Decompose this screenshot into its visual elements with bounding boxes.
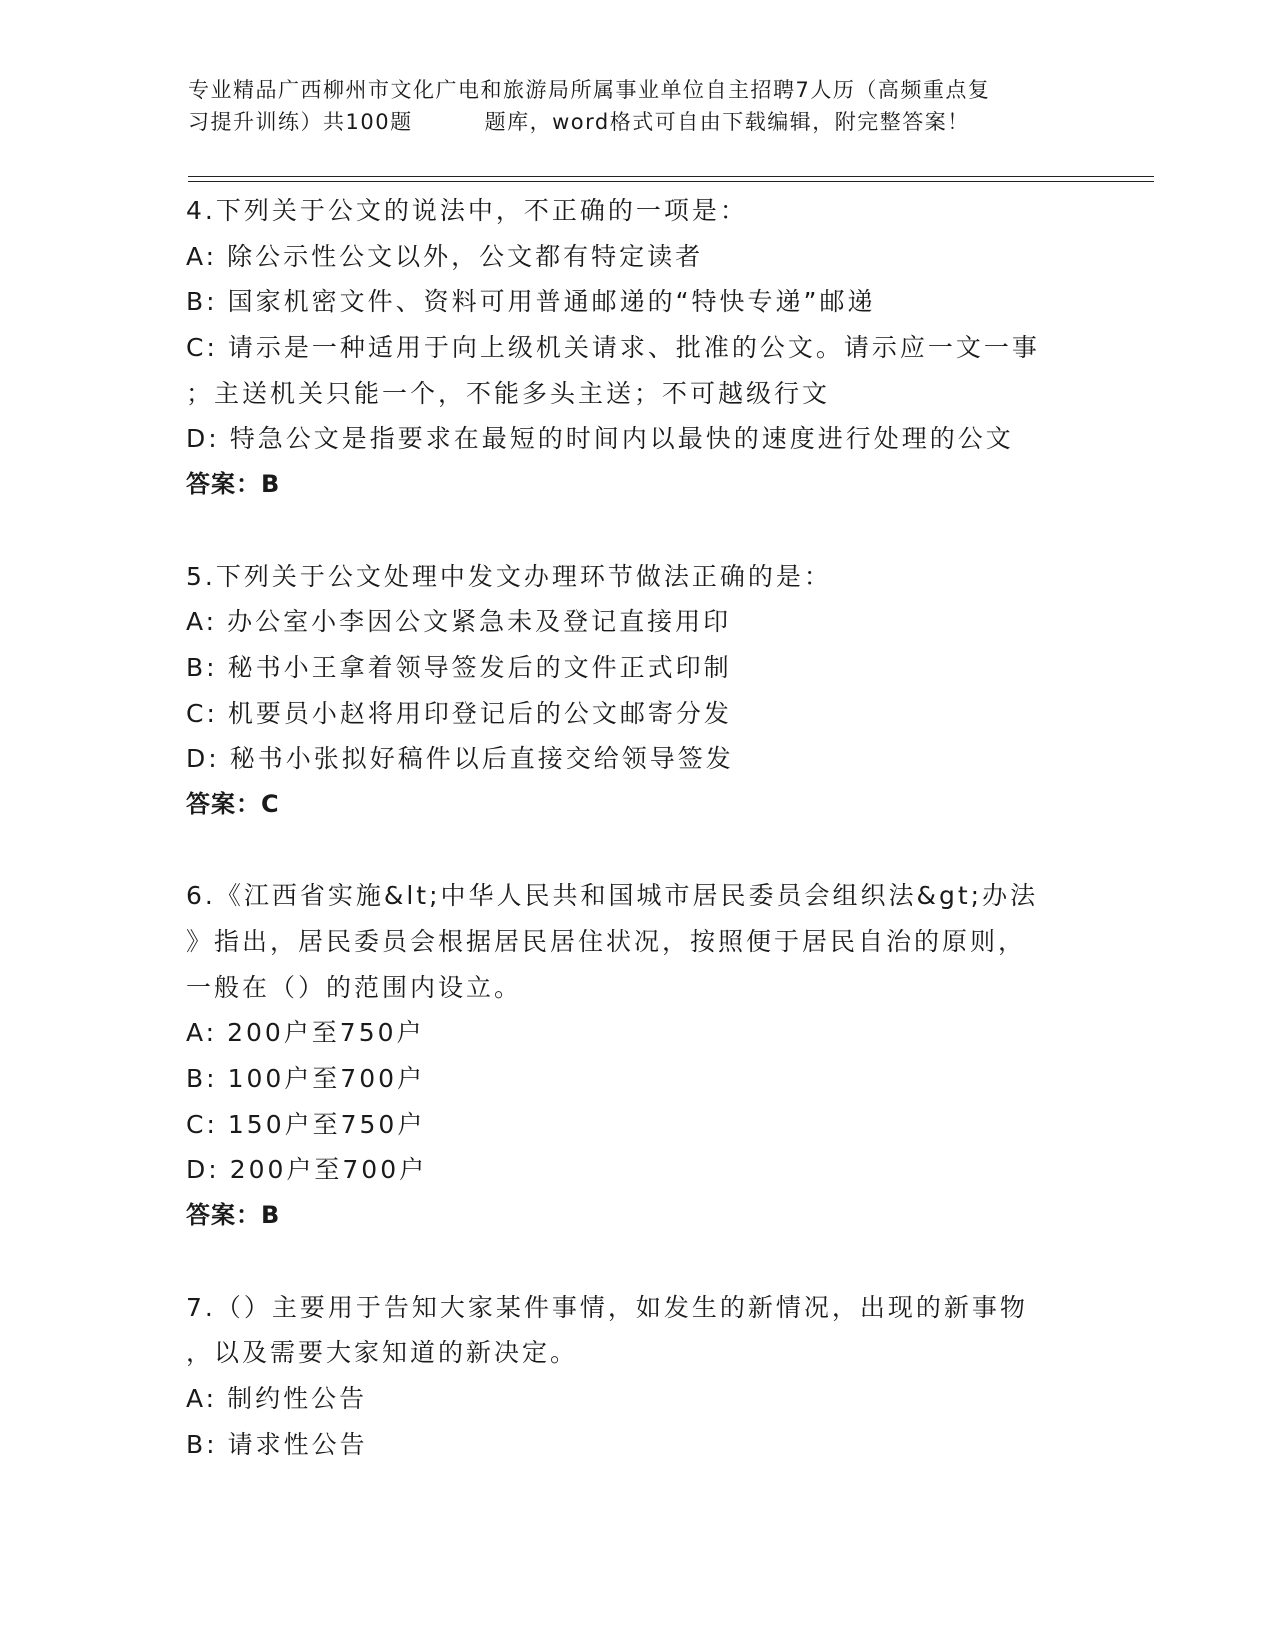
- option-key: B:: [186, 1064, 218, 1094]
- question-block: [186, 873, 1086, 1284]
- question-text: 7.（）主要用于告知大家某件事情，如发生的新情况，出现的新事物: [186, 1292, 1028, 1322]
- answer-line: 答案：B: [186, 470, 281, 499]
- option-text: 特急公文是指要求在最短的时间内以最快的速度进行处理的公文: [229, 424, 1014, 454]
- option-text: 国家机密文件、资料可用普通邮递的“特快专递”邮递: [227, 287, 876, 317]
- option-key: B:: [186, 287, 218, 317]
- option-text: 100户至700户: [227, 1064, 426, 1094]
- option-item: [186, 234, 1086, 280]
- option-key: C:: [186, 333, 218, 363]
- header-divider-bottom: [188, 181, 1154, 182]
- option-key: A:: [186, 1018, 218, 1048]
- option-item: [186, 416, 1086, 462]
- question-text: ，以及需要大家知道的新决定。: [186, 1338, 579, 1368]
- question-text: 6.《江西省实施&lt;中华人民共和国城市居民委员会组织法&gt;办法: [186, 881, 1039, 911]
- question-text: 5.下列关于公文处理中发文办理环节做法正确的是：: [186, 561, 832, 591]
- question-block: [186, 554, 1086, 874]
- option-item: [186, 1010, 1086, 1056]
- document-header: [188, 74, 1088, 138]
- header-line-2: [188, 106, 1088, 138]
- option-item: [186, 1102, 1086, 1148]
- header-line-2-part-2: 题库，word格式可自由下载编辑，附完整答案！: [484, 110, 970, 134]
- header-divider-top: [188, 176, 1154, 177]
- option-key: B:: [186, 652, 218, 682]
- option-item: [186, 1376, 1086, 1422]
- answer-line: 答案：C: [186, 789, 280, 818]
- option-text: 200户至750户: [227, 1018, 425, 1048]
- option-text: ；主送机关只能一个，不能多头主送；不可越级行文: [186, 378, 831, 408]
- question-text: 》指出，居民委员会根据居民居住状况，按照便于居民自治的原则，: [186, 927, 1027, 956]
- question-text: 一般在（）的范围内设立。: [186, 972, 523, 1002]
- option-text: 机要员小赵将用印登记后的公文邮寄分发: [227, 698, 732, 728]
- option-item: [186, 691, 1086, 737]
- option-text: 请示是一种适用于向上级机关请求、批准的公文。请示应一文一事: [227, 333, 1040, 363]
- question-text: 4.下列关于公文的说法中，不正确的一项是：: [186, 196, 748, 225]
- option-key: A:: [186, 1383, 218, 1413]
- option-key: A:: [186, 241, 218, 271]
- option-text: 秘书小张拟好稿件以后直接交给领导签发: [229, 744, 734, 774]
- option-key: D:: [186, 424, 220, 454]
- option-item: [186, 371, 1086, 417]
- question-block: [186, 1285, 1086, 1468]
- option-item: [186, 279, 1086, 325]
- option-item: [186, 645, 1086, 691]
- option-text: 制约性公告: [227, 1383, 368, 1413]
- option-text: 除公示性公文以外，公文都有特定读者: [227, 241, 704, 271]
- header-line-1: 专业精品广西柳州市文化广电和旅游局所属事业单位自主招聘7人历（高频重点复: [188, 78, 991, 102]
- answer-line: 答案：B: [186, 1201, 281, 1230]
- option-item: [186, 1147, 1086, 1193]
- question-list: [186, 188, 1086, 1467]
- option-item: [186, 736, 1086, 782]
- option-item: [186, 325, 1086, 371]
- header-line-2-part-1: 习提升训练）共100题: [188, 110, 413, 134]
- option-text: 200户至700户: [229, 1155, 428, 1185]
- option-key: C:: [186, 1109, 218, 1139]
- option-key: D:: [186, 744, 220, 774]
- option-key: B:: [186, 1429, 218, 1459]
- option-key: A:: [186, 607, 218, 637]
- option-text: 150户至750户: [227, 1109, 426, 1139]
- option-item: [186, 1422, 1086, 1468]
- option-text: 办公室小李因公文紧急未及登记直接用印: [227, 607, 732, 637]
- option-key: D:: [186, 1155, 220, 1185]
- option-text: 请求性公告: [227, 1429, 368, 1459]
- question-block: [186, 188, 1086, 554]
- option-item: [186, 1056, 1086, 1102]
- option-key: C:: [186, 698, 218, 728]
- option-text: 秘书小王拿着领导签发后的文件正式印制: [227, 652, 732, 682]
- option-item: [186, 599, 1086, 645]
